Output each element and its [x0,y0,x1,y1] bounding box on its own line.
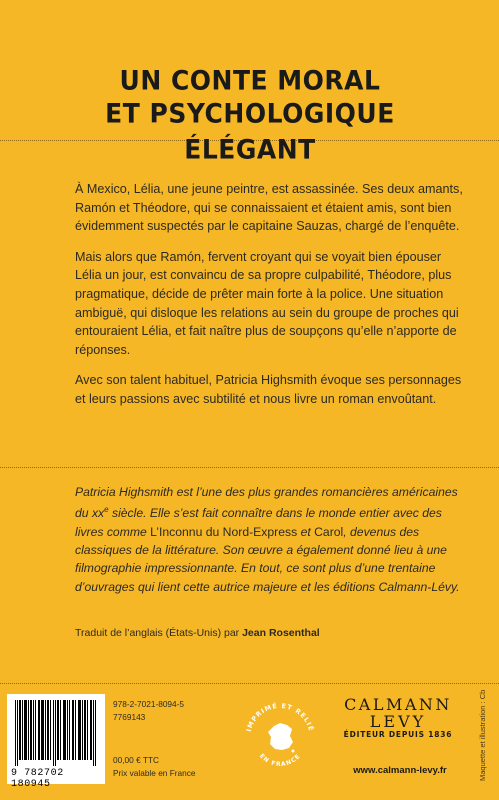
bio-text-4: , devenus des classiques de la littérature. Son œuvre a également donné lieu à une filmographie impressionnante. En tout, ce sont plus d’une trentaine d’ouvrages qui lient cette autrice majeure et les éditions Calmann-Lévy. [75,524,460,594]
dotted-divider-middle [0,467,499,468]
price-note: Prix valable en France [113,768,196,778]
publisher-name-line-2: LEVY [369,712,427,731]
headline-line-2: ET PSYCHOLOGIQUE ÉLÉGANT [105,98,395,165]
publisher-name-line-1: CALMANN [344,695,452,714]
france-map-icon [240,696,320,780]
bio-century: xx [91,506,105,521]
design-credit: Maquette et illustration : Cb [478,689,487,781]
svg-text:EN FRANCE [258,753,302,769]
bio-century-sup: e [104,505,109,515]
barcode-number: 9 782702 180945 [11,768,64,790]
publisher-tagline: ÉDITEUR DEPUIS 1836 [343,730,453,739]
printed-in-france-stamp [240,696,320,780]
author-bio [75,483,467,596]
synopsis [75,180,463,421]
synopsis-paragraph-2: Mais alors que Ramón, fervent croyant qui se voyait bien épouser Lélia un jour, est convaincu de sa propre culpabilité, Théodore, plus pragmatique, décide de prêter main forte à la police. Une situation ambiguë, qui disloque les relations au sein du groupe de proches qui entouraient Lélia, et fait naître plus de soupçons qu’elle n’apporte de réponses. [75,249,459,357]
headline-line-1: UN CONTE MORAL [119,65,381,96]
synopsis-paragraph-1: À Mexico, Lélia, une jeune peintre, est assassinée. Ses deux amants, Ramón et Théodore, qui se connaissaient et étaient amis, sont bien évidemment suspectés par le capitaine Sauzas, chargé de l’enquête. [75,182,463,234]
bio-text-3: et [297,524,315,539]
stamp-bottom-text: EN FRANCE [257,752,303,769]
translator-prefix: Traduit de l’anglais (États-Unis) par [75,627,243,639]
dotted-divider-top [0,140,499,141]
product-code: 7769143 [113,712,146,722]
dotted-divider-bottom [0,683,499,684]
bio-book-1: L’Inconnu du Nord-Express [150,524,298,539]
publisher-logo [338,696,458,740]
headline [40,64,460,166]
bio-text-2: siècle. Elle s’est fait connaître dans le monde entier avec des livres comme [75,506,442,539]
bio-book-2: Carol [314,524,344,539]
stamp-top-text: IMPRIMÉ ET RELIÉ [244,701,316,733]
translator-name: Jean Rosenthal [242,627,320,639]
barcode-bars-icon [15,700,99,766]
isbn: 978-2-7021-8094-5 [113,699,185,709]
price: 00,00 € TTC [113,755,159,765]
barcode [7,694,105,790]
synopsis-paragraph-3: Avec son talent habituel, Patricia Highsmith évoque ses personnages et leurs passions avec subtilité et nous livre un roman envoûtant. [75,373,462,406]
bio-text-1: Patricia Highsmith est l’une des plus grandes romancières américaines du [75,485,458,521]
publisher-website: www.calmann-levy.fr [353,765,447,776]
translator-credit [75,627,455,639]
